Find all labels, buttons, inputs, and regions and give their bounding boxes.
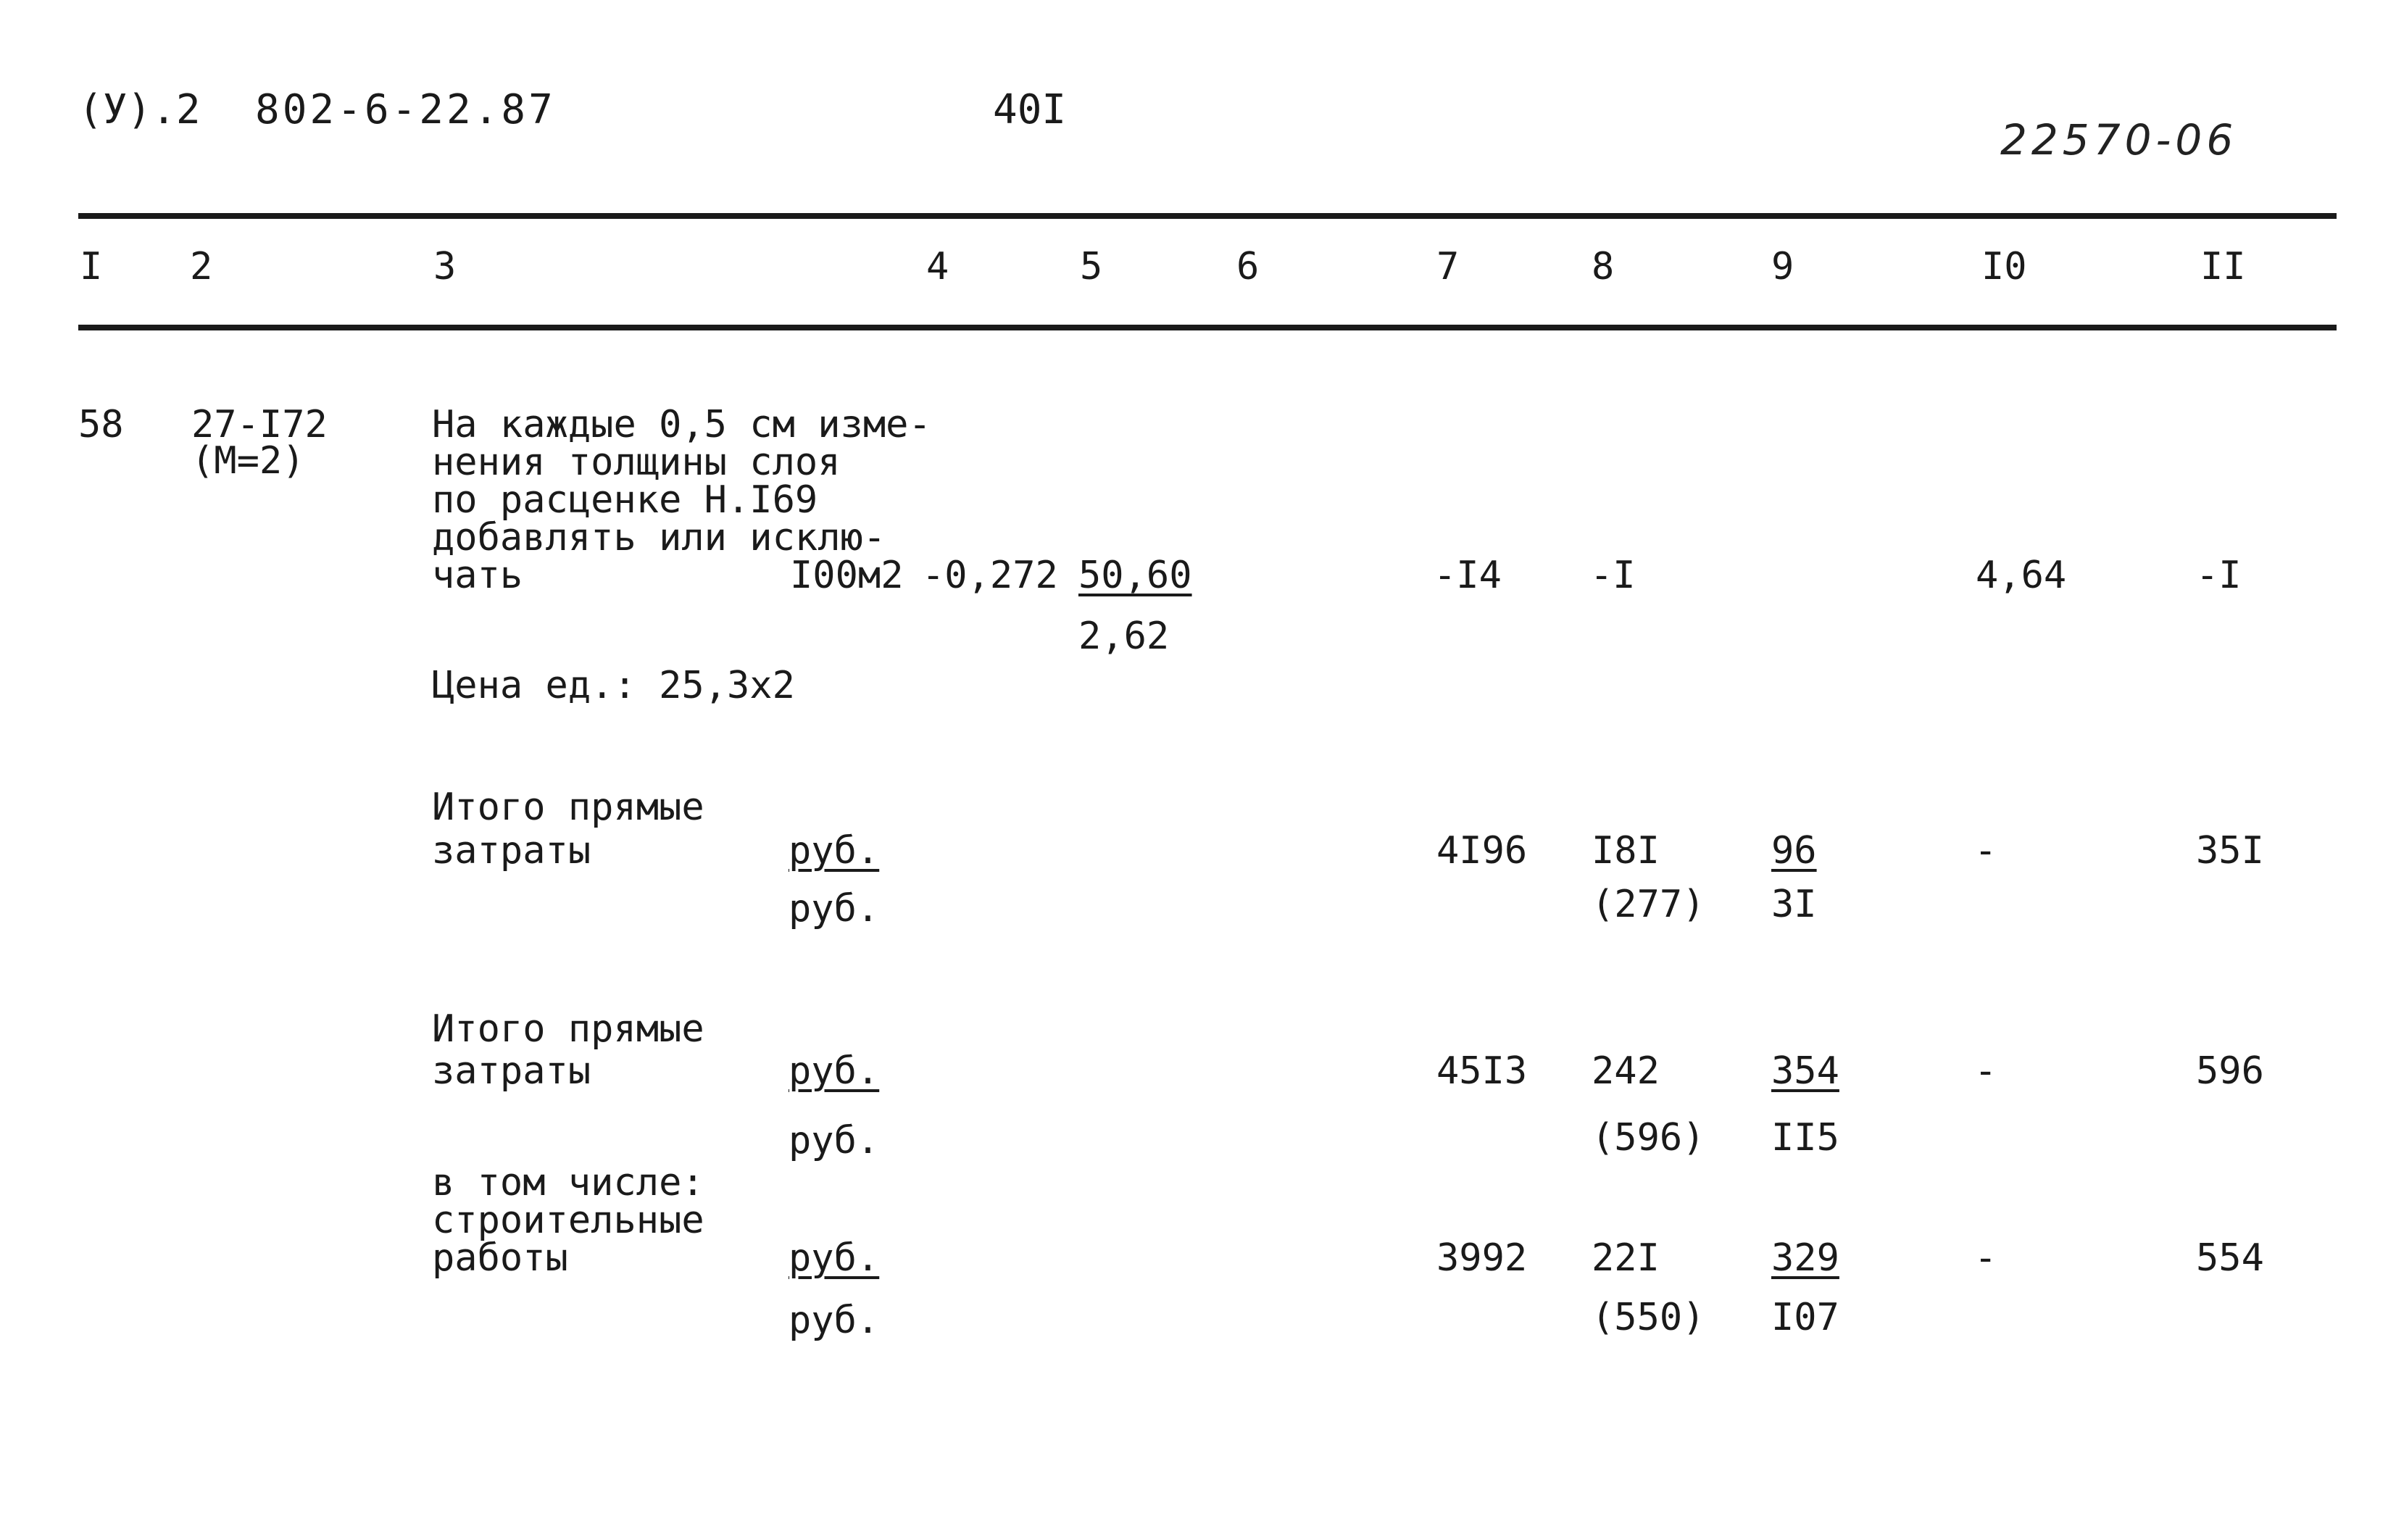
row58-price-top: 50,60 bbox=[1078, 554, 1192, 597]
col-header-3: 3 bbox=[433, 245, 457, 288]
total1-unit-bottom: руб. bbox=[789, 887, 880, 931]
subtotal-col10: - bbox=[1974, 1236, 1997, 1280]
subtotal-label-line1: в том числе: bbox=[432, 1161, 704, 1204]
total1-col8-bottom: (277) bbox=[1592, 883, 1705, 926]
header-code-left: (У).2 bbox=[78, 86, 201, 133]
total1-col9-top: 96 bbox=[1771, 829, 1817, 873]
total2-unit-bottom: руб. bbox=[789, 1119, 880, 1162]
subtotal-label-line2: строительные bbox=[432, 1199, 704, 1242]
row58-col8: -I bbox=[1590, 554, 1636, 597]
row58-unit: I00м2 bbox=[790, 554, 904, 597]
subtotal-label-line3: работы bbox=[432, 1236, 568, 1280]
subtotal-col8-top: 22I bbox=[1592, 1236, 1660, 1280]
total1-unit-top: руб. bbox=[789, 829, 880, 873]
row58-desc-line5: чать bbox=[432, 554, 523, 597]
total1-col8-top: I8I bbox=[1592, 829, 1660, 873]
row58-qty: -0,272 bbox=[922, 554, 1058, 597]
row58-desc-line1: На каждые 0,5 см изме- bbox=[432, 403, 931, 446]
col-header-6: 6 bbox=[1236, 245, 1260, 288]
subtotal-unit-bottom: руб. bbox=[789, 1299, 880, 1342]
total2-col10: - bbox=[1974, 1049, 1997, 1093]
row58-price-bottom: 2,62 bbox=[1078, 615, 1170, 658]
row58-col10: 4,64 bbox=[1976, 554, 2067, 597]
col-header-1: I bbox=[80, 245, 103, 288]
header-doc-number: 802-6-22.87 bbox=[255, 86, 556, 133]
col-header-10: I0 bbox=[1981, 245, 2027, 288]
row58-col7: -I4 bbox=[1434, 554, 1502, 597]
subtotal-col9-top: 329 bbox=[1771, 1236, 1839, 1280]
table-top-rule bbox=[78, 213, 2337, 219]
total2-unit-top: руб. bbox=[789, 1049, 880, 1093]
col-header-4: 4 bbox=[926, 245, 949, 288]
total2-col7: 45I3 bbox=[1436, 1049, 1528, 1093]
total2-col11: 596 bbox=[2196, 1049, 2264, 1093]
col-header-2: 2 bbox=[190, 245, 213, 288]
subtotal-col7: 3992 bbox=[1436, 1236, 1528, 1280]
row58-code-line2: (М=2) bbox=[191, 439, 305, 483]
table-header-rule bbox=[78, 325, 2337, 330]
col-header-5: 5 bbox=[1080, 245, 1103, 288]
subtotal-col11: 554 bbox=[2196, 1236, 2264, 1280]
subtotal-unit-top: руб. bbox=[789, 1236, 880, 1280]
row58-desc-line4: добавлять или исклю- bbox=[432, 516, 886, 559]
header-stamp-number: 22570-06 bbox=[2000, 115, 2238, 165]
total1-col9-bottom: 3I bbox=[1771, 883, 1817, 926]
subtotal-col9-bottom: I07 bbox=[1771, 1296, 1839, 1339]
header-page-number: 40I bbox=[993, 86, 1067, 133]
row58-price-note: Цена ед.: 25,3х2 bbox=[432, 664, 795, 707]
total1-col11: 35I bbox=[2196, 829, 2264, 873]
total1-col10: - bbox=[1974, 829, 1997, 873]
total2-col9-top: 354 bbox=[1771, 1049, 1839, 1093]
row58-col11: -I bbox=[2196, 554, 2242, 597]
row58-number: 58 bbox=[78, 403, 124, 446]
total1-col7: 4I96 bbox=[1436, 829, 1528, 873]
subtotal-col8-bottom: (550) bbox=[1592, 1296, 1705, 1339]
total1-label-line2: затраты bbox=[432, 829, 591, 873]
col-header-11: II bbox=[2200, 245, 2246, 288]
total2-label-line1: Итого прямые bbox=[432, 1007, 704, 1051]
col-header-9: 9 bbox=[1771, 245, 1794, 288]
total2-col9-bottom: II5 bbox=[1771, 1116, 1839, 1160]
row58-desc-line3: по расценке Н.I69 bbox=[432, 478, 818, 522]
total2-col8-top: 242 bbox=[1592, 1049, 1660, 1093]
row58-code-line1: 27-I72 bbox=[191, 403, 328, 446]
col-header-7: 7 bbox=[1436, 245, 1460, 288]
total2-label-line2: затраты bbox=[432, 1049, 591, 1093]
total2-col8-bottom: (596) bbox=[1592, 1116, 1705, 1160]
row58-desc-line2: нения толщины слоя bbox=[432, 441, 841, 484]
total1-label-line1: Итого прямые bbox=[432, 786, 704, 829]
col-header-8: 8 bbox=[1592, 245, 1615, 288]
